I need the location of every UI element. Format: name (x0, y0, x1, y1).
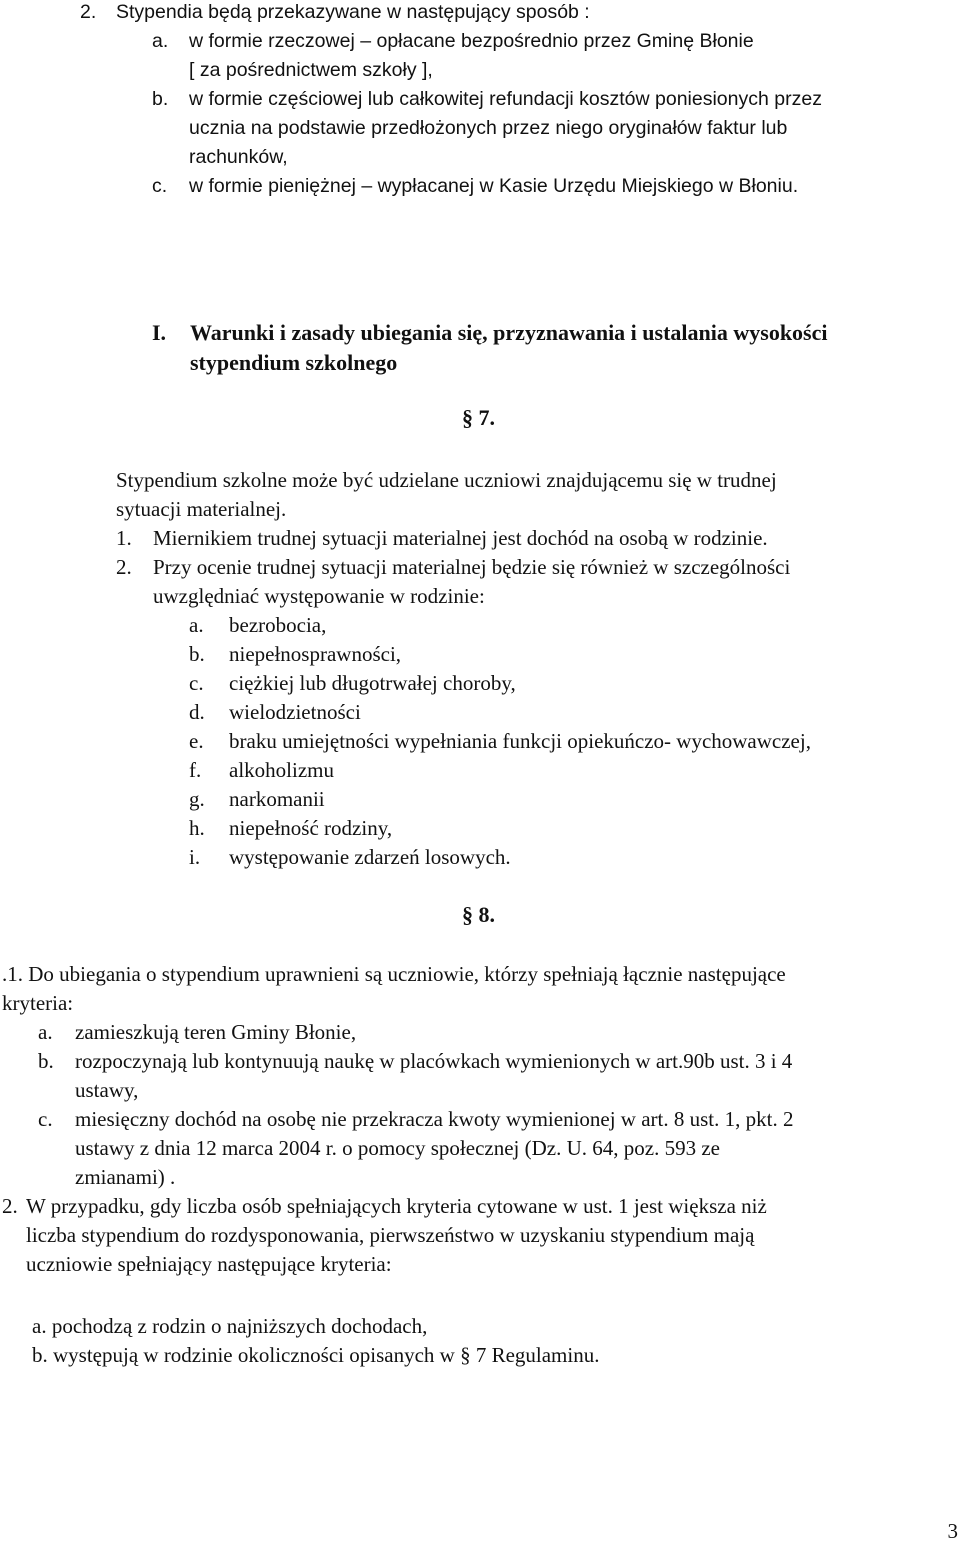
para-text: Stypendium szkolne może być udzielane uczniowi znajdującemu się w trudnej (116, 468, 777, 492)
list-marker: f. (189, 758, 202, 782)
list-text: b. występują w rodzinie okoliczności opisanych w § 7 Regulaminu. (32, 1343, 600, 1367)
list-text: rachunków, (189, 146, 288, 168)
list-text: uczniowie spełniający następujące kryteria: (26, 1252, 392, 1276)
list-text: Przy ocenie trudnej sytuacji materialnej będzie się również w szczególności (153, 555, 791, 579)
para-text: kryteria: (2, 991, 74, 1015)
list-marker: a. (38, 1020, 53, 1044)
list-text: liczba stypendium do rozdysponowania, pierwszeństwo w uzyskaniu stypendium mają (26, 1223, 755, 1247)
list-text: alkoholizmu (229, 758, 334, 782)
list-marker: 2. (2, 1194, 18, 1218)
list-text: w formie pieniężnej – wypłacanej w Kasie Urzędu Miejskiego w Błoniu. (189, 175, 799, 197)
list-text: niepełność rodziny, (229, 816, 393, 840)
list-marker: 2. (116, 555, 132, 579)
para-text: sytuacji materialnej. (116, 497, 287, 521)
list-marker: i. (189, 845, 201, 869)
list-text: [ za pośrednictwem szkoły ], (189, 59, 433, 81)
list-text: wielodzietności (229, 700, 361, 724)
list-marker: e. (189, 729, 204, 753)
list-text: niepełnosprawności, (229, 642, 402, 666)
list-text: ucznia na podstawie przedłożonych przez niego oryginałów faktur lub (189, 117, 788, 139)
list-text: w formie rzeczowej – opłacane bezpośrednio przez Gminę Błonie (189, 30, 754, 52)
list-text: Stypendia będą przekazywane w następujący sposób : (116, 1, 590, 23)
list-text: zmianami) . (75, 1165, 176, 1189)
list-marker: b. (38, 1049, 54, 1073)
list-text: ustawy z dnia 12 marca 2004 r. o pomocy społecznej (Dz. U. 64, poz. 593 ze (75, 1136, 720, 1160)
list-marker: a. (152, 30, 169, 52)
paragraph-sign-7: § 7. (462, 405, 495, 430)
list-marker: c. (189, 671, 204, 695)
list-marker: 1. (116, 526, 132, 550)
para-text: .1. Do ubiegania o stypendium uprawnieni są uczniowie, którzy spełniają łącznie następujące (2, 962, 786, 986)
list-text: w formie częściowej lub całkowitej refundacji kosztów poniesionych przez (189, 88, 822, 110)
list-marker: a. (189, 613, 204, 637)
list-text: Miernikiem trudnej sytuacji materialnej jest dochód na osobą w rodzinie. (153, 526, 768, 550)
list-text: zamieszkują teren Gminy Błonie, (75, 1020, 357, 1044)
list-marker: g. (189, 787, 205, 811)
list-marker: h. (189, 816, 205, 840)
list-text: a. pochodzą z rodzin o najniższych dochodach, (32, 1314, 428, 1338)
list-text: narkomanii (229, 787, 325, 811)
list-text: rozpoczynają lub kontynuują naukę w placówkach wymienionych w art.90b ust. 3 i 4 (75, 1049, 793, 1073)
list-text: bezrobocia, (229, 613, 327, 637)
section-title: stypendium szkolnego (190, 350, 398, 375)
section-title: Warunki i zasady ubiegania się, przyznawania i ustalania wysokości (190, 320, 828, 345)
list-marker: c. (152, 175, 168, 197)
list-marker: d. (189, 700, 205, 724)
list-text: W przypadku, gdy liczba osób spełniających kryteria cytowane w ust. 1 jest większa niż (26, 1194, 767, 1218)
list-text: braku umiejętności wypełniania funkcji opiekuńczo- wychowawczej, (229, 729, 811, 753)
list-marker: c. (38, 1107, 53, 1131)
list-marker: 2. (80, 1, 97, 23)
list-marker: b. (152, 88, 169, 110)
list-text: występowanie zdarzeń losowych. (229, 845, 511, 869)
list-marker: b. (189, 642, 205, 666)
list-text: miesięczny dochód na osobę nie przekracza kwoty wymienionej w art. 8 ust. 1, pkt. 2 (75, 1107, 794, 1131)
paragraph-sign-8: § 8. (462, 902, 495, 927)
list-text: ciężkiej lub długotrwałej choroby, (229, 671, 516, 695)
list-text: uwzględniać występowanie w rodzinie: (153, 584, 485, 608)
page-number: 3 (947, 1519, 958, 1543)
list-text: ustawy, (75, 1078, 139, 1102)
section-number: I. (152, 320, 167, 345)
